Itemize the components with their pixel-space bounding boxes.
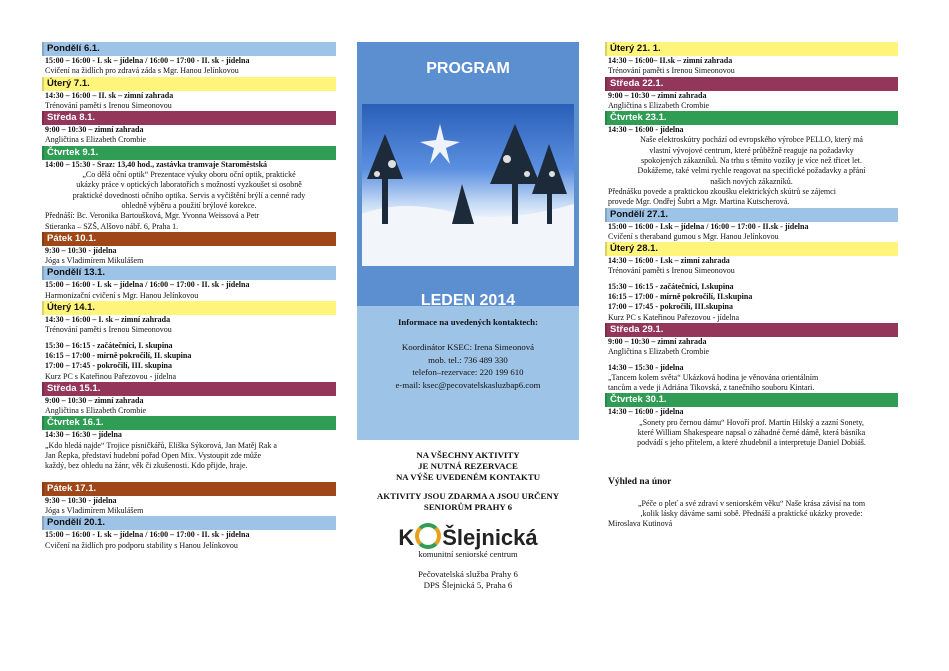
logo-subtitle: komunitní seniorské centrum xyxy=(418,549,518,559)
day-header: Úterý 28.1. xyxy=(605,242,898,256)
notice-line: NA VŠECHNY AKTIVITY xyxy=(416,450,520,460)
day-header: Čtvrtek 9.1. xyxy=(42,146,336,160)
notice-line: AKTIVITY JSOU ZDARMA A JSOU URČENY xyxy=(376,491,560,501)
notice-line: JE NUTNÁ REZERVACE xyxy=(418,461,518,471)
event-text: tancům a vede ji Adriána Tikovská, z tanečního souboru Kintari. xyxy=(608,383,815,393)
event-time: 17:00 – 17:45 - pokročilí, III.skupina xyxy=(608,302,733,312)
event-text: Angličtina s Elizabeth Crombie xyxy=(608,347,710,357)
event-time: 9:00 – 10:30 – zimní zahrada xyxy=(45,395,144,405)
day-header: Čtvrtek 23.1. xyxy=(605,111,898,125)
event-time: 9:30 – 10:30 - jídelna xyxy=(45,245,117,255)
event-time: 14:30 – 16:30 – jídelna xyxy=(45,430,122,440)
event-text: Cvičení na židlích pro zdravá záda s Mgr. Hanou Jelínkovou xyxy=(45,66,239,76)
event-text: spokojených zákazníků. Na trhu s těmito vozíky je více než třicet let. xyxy=(640,156,863,166)
left-column xyxy=(42,42,336,551)
event-time: 17:00 – 17:45 - pokročilí, III. skupina xyxy=(45,361,172,371)
event-text: Přednášku povede a praktickou zkoušku elektrických skútrů se zájemci xyxy=(608,186,836,196)
event-text: ukázky práce v optických laboratořích s možností vyzkoušet si osobně xyxy=(76,180,302,190)
day-header: Středa 8.1. xyxy=(42,111,336,125)
event-text: Kurz PC s Kateřinou Pařezovou - jídelna xyxy=(608,312,740,322)
event-time: 9:30 – 10:30 - jídelna xyxy=(45,495,117,505)
event-time: 15:00 – 16:00 - I.sk – jídelna / 16:00 – 17:00 - II.sk - jídelna xyxy=(608,221,809,231)
event-text: Jóga s Vladimírem Mikulášem xyxy=(45,505,144,515)
event-text: „Kdo hledá najde“ Trojice písničkářů, Eliška Sýkorová, Jan Matěj Rak a xyxy=(45,440,277,450)
winter-photo xyxy=(362,104,574,266)
snowy-trees-image xyxy=(362,104,574,266)
address-line-2: DPS Šlejnická 5, Praha 6 xyxy=(423,579,513,590)
event-time: 14:30 – 16:00 - I.sk – zimní zahrada xyxy=(608,256,730,266)
event-text: praktické dovednosti očního optika. Servis a vyčištění brýlí a cenné rady xyxy=(72,190,306,200)
reservation-notice xyxy=(357,450,579,483)
event-text: Cvičení s theraband gumou s Mgr. Hanou Jelínkovou xyxy=(608,231,779,241)
contact-line: mob. tel.: 736 489 330 xyxy=(428,354,508,365)
day-header: Čtvrtek 30.1. xyxy=(605,393,898,407)
event-text: Jan Řepka, představí hudební pořad Open Mix. Vystoupit zde může xyxy=(45,451,262,461)
event-text: „Tancem kolem světa“ Ukázková hodina je věnována orientálním xyxy=(608,372,819,382)
contact-line: e-mail: ksec@pecovatelskasluzbap6.com xyxy=(395,379,541,390)
event-text: Cvičení na židlích pro podporu stability s Hanou Jelínkovou xyxy=(45,540,238,550)
outlook-title: Výhled na únor xyxy=(608,476,672,487)
event-time: 14:30 – 16:00 – II. sk – zimní zahrada xyxy=(45,90,174,100)
day-header: Pondělí 6.1. xyxy=(42,42,336,56)
event-time: 14:30 – 16:00 - jídelna xyxy=(608,125,684,135)
outlook-text: „Péče o pleť a své zdraví v seniorském věku“ Naše krása závisí na tom xyxy=(637,498,866,508)
event-text: Trénování paměti s Irenou Simeonovou xyxy=(608,66,735,76)
day-header: Pondělí 13.1. xyxy=(42,266,336,280)
outlook-text: ,kolik lásky dáváme sami sobě. Přednáší a praktické ukázky provede: xyxy=(640,508,863,518)
event-time: 16:15 – 17:00 - mírně pokročilí, II.skupina xyxy=(608,292,753,302)
event-text: provede Mgr. Ondřej Šubrt a Mgr. Martina Kutscherová. xyxy=(608,197,790,207)
contact-box xyxy=(357,306,579,440)
event-time: 15:30 – 16:15 - začátečníci, I.skupina xyxy=(608,281,734,291)
event-text: podvádí s jeho přítelem, a které zhudebnil a interpretuje Daniel Dobiáš. xyxy=(637,438,866,448)
day-header: Pondělí 27.1. xyxy=(605,208,898,222)
day-header: Pondělí 20.1. xyxy=(42,516,336,530)
address-line-1: Pečovatelská služba Prahy 6 xyxy=(418,569,518,580)
event-time: 14:00 – 15:30 - Sraz: 13,40 hod., zastávka tramvaje Staroměstská xyxy=(45,159,268,169)
event-time: 9:00 – 10:30 – zimní zahrada xyxy=(608,90,707,100)
event-text: Trénování paměti s Irenou Simeonovou xyxy=(45,100,172,110)
event-text: Kurz PC s Kateřinou Pařezovou - jídelna xyxy=(45,371,177,381)
event-time: 15:00 – 16:00 - I. sk – jídelna / 16:00 – 17:00 - II. sk - jídelna xyxy=(45,530,250,540)
event-time: 9:00 – 10:30 – zimní zahrada xyxy=(608,336,707,346)
event-text: které William Shakespeare napsal o záhadné černé dámě, která básníka xyxy=(637,428,866,438)
event-text: Přednáší: Bc. Veronika Bartoušková, Mgr. Yvonna Weissová a Petr xyxy=(45,211,260,221)
day-header: Středa 29.1. xyxy=(605,323,898,337)
day-header: Úterý 7.1. xyxy=(42,77,336,91)
event-text: vlastní vývojové centrum, které průběžně reaguje na požadavky xyxy=(649,145,854,155)
program-month: LEDEN 2014 xyxy=(420,292,516,309)
contact-line: Koordinátor KSEC: Irena Simeonová xyxy=(401,342,535,352)
event-time: 14:30 – 16:00 - jídelna xyxy=(608,407,684,417)
day-header: Pátek 10.1. xyxy=(42,232,336,246)
event-time: 16:15 – 17:00 - mírně pokročilí, II. skupina xyxy=(45,350,192,360)
event-text: Angličtina s Elizabeth Crombie xyxy=(45,406,147,416)
event-text: Jóga s Vladimírem Mikulášem xyxy=(45,256,144,266)
program-title: PROGRAM xyxy=(426,60,510,77)
outlook-text: Miroslava Kutinová xyxy=(608,519,673,529)
logo-ring-icon xyxy=(415,523,441,549)
event-text: našich nových zákazníků. xyxy=(710,176,793,186)
event-text: ohledně výběru a použití brýlové korekce. xyxy=(121,200,257,210)
event-text: Stieranka – SZŠ, Alšovo nábř. 6, Praha 1. xyxy=(45,221,179,231)
event-text: každý, bez ohledu na žánr, věk či zkušenosti. Kdo přijde, hraje. xyxy=(45,461,248,471)
notice-line: SENIORŮM PRAHY 6 xyxy=(423,502,513,512)
logo-name: Šlejnická xyxy=(442,525,538,550)
event-time: 14:30 – 15:30 - jídelna xyxy=(608,362,684,372)
contact-heading: Informace na uvedených kontaktech: xyxy=(397,317,539,327)
event-text: Naše elektroskútry pochází od evropského výrobce PELLO, který má xyxy=(640,135,863,145)
event-text: Dokážeme, také velmi rychle reagovat na specifické požadavky a přání xyxy=(637,166,866,176)
day-header: Úterý 21. 1. xyxy=(605,42,898,56)
day-header: Úterý 14.1. xyxy=(42,301,336,315)
event-text: Trénování paměti s Irenou Simeonovou xyxy=(608,266,735,276)
event-text: Angličtina s Elizabeth Crombie xyxy=(608,100,710,110)
event-time: 15:00 – 16:00 - I. sk – jídelna / 16:00 – 17:00 - II. sk - jídelna xyxy=(45,280,250,290)
day-header: Pátek 17.1. xyxy=(42,482,336,496)
ksec-logo xyxy=(357,523,579,549)
day-header: Středa 15.1. xyxy=(42,382,336,396)
event-time: 15:30 – 16:15 - začátečníci, I. skupina xyxy=(45,340,173,350)
event-text: „Co dělá oční optik“ Prezentace výuky oboru oční optik, praktické xyxy=(82,170,296,180)
event-text: Trénování paměti s Irenou Simeonovou xyxy=(45,325,172,335)
day-header: Čtvrtek 16.1. xyxy=(42,416,336,430)
logo-letter: K xyxy=(398,525,415,550)
day-header: Středa 22.1. xyxy=(605,77,898,91)
event-text: Angličtina s Elizabeth Crombie xyxy=(45,135,147,145)
notice-line: NA VÝŠE UVEDENÉM KONTAKTU xyxy=(395,472,541,482)
event-text: Harmonizační cvičení s Mgr. Hanou Jelínkovou xyxy=(45,290,199,300)
event-text: „Sonety pro černou dámu“ Hovoří prof. Martin Hilský a zazní Sonety, xyxy=(639,417,864,427)
event-time: 9:00 – 10:30 – zimní zahrada xyxy=(45,125,144,135)
program-banner xyxy=(357,42,579,309)
contact-line: telefon–rezervace: 220 199 610 xyxy=(412,367,524,377)
contact-line xyxy=(357,329,579,342)
event-time: 14:30 – 16:00 – I. sk – zimní zahrada xyxy=(45,315,171,325)
middle-column xyxy=(357,42,579,590)
free-activities-notice xyxy=(357,491,579,513)
event-time: 14:30 – 16:00– II.sk – zimní zahrada xyxy=(608,56,733,65)
event-time: 15:00 – 16:00 - I. sk – jídelna / 16:00 – 17:00 - II. sk - jídelna xyxy=(45,56,250,65)
right-column xyxy=(605,42,898,530)
